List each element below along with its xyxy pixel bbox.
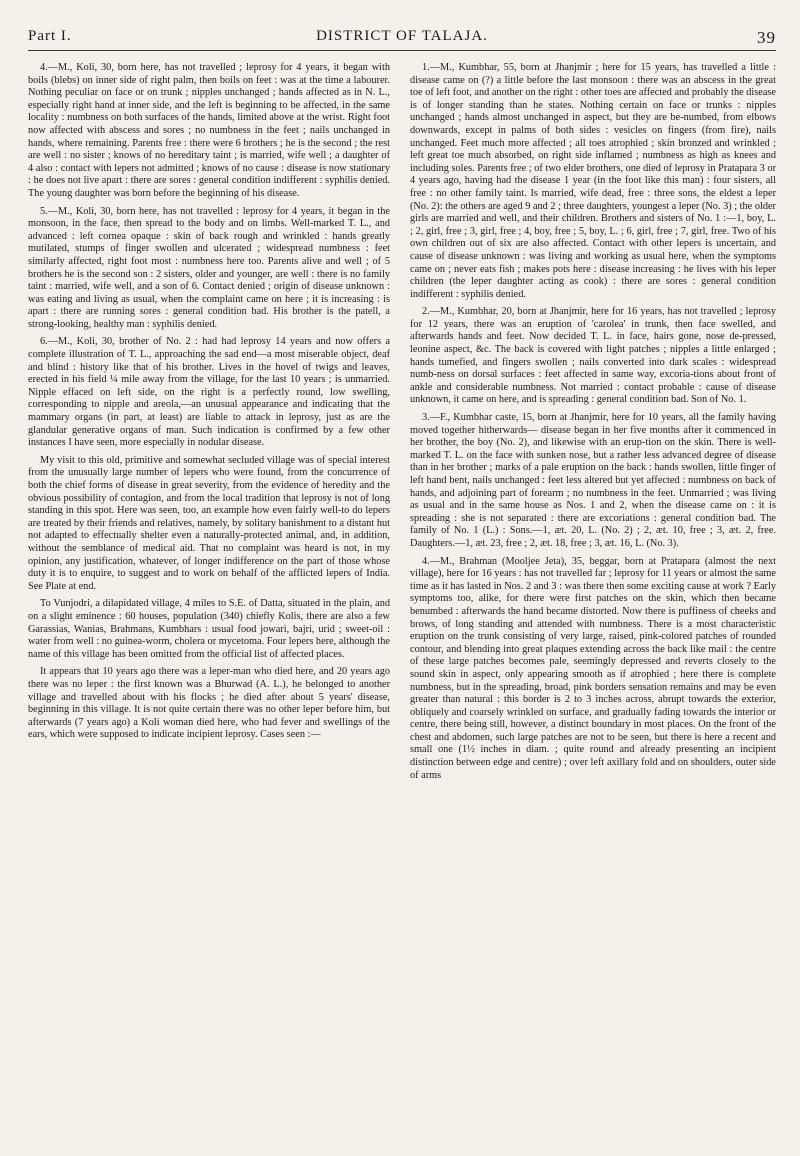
paragraph-case-5: 5.—M., Koli, 30, born here, has not travelled : leprosy for 4 years, it began in the monsoon, in the face, then spread to the body and on limbs. Well-marked T. L., and advanced : left cornea opaque : skin of back rough and wrinkled : hands greatly mutilated, stumps of finger swollen and ulcerated ; widespread numbness : feet similarly affected, right foot most : numbness here too. Parents alive and well ; of 5 brothers he is the second son : 2 sisters, older and younger, are well : there is no family taint : married, wife well, and a son of 6. Contact denied ; origin of disease unknown : was eating and living as usual, when the complaint came on here ; it is increasing : is apart : there are running sores : general condition bad. His brother is the patell, a strong-looking, healthy man : syphilis denied. [28, 205, 390, 330]
right-column [410, 62, 776, 1142]
paragraph-case-2: 2.—M., Kumbhar, 20, born at Jhanjmir, here for 16 years, has not travelled ; leprosy for 12 years, there was an eruption of 'carolea' in trunk, then face swelled, and afterwards hands and feet. Now decided T. L. in face, hairs gone, nose de-pressed, leonine aspect, &c. The back is covered with light patches ; nipples a little enlarged ; hands tumefied, and fingers swollen ; nails converted into dark scales : widespread numb-ness on dorsal surfaces : feet affected in same way, excoria-tions about front of ankle and considerable numbness. Not married : contact probable : cause of disease unknown, it came on here, and is spreading : general condition bad. Son of No. 1. [410, 306, 776, 406]
left-column [28, 62, 390, 1142]
page-number: 39 [757, 28, 776, 47]
header-rule [28, 50, 776, 51]
paragraph-case-4: 4.—M., Koli, 30, born here, has not travelled ; leprosy for 4 years, it began with boils (blebs) on inner side of right palm, then boils on feet : was at the time a labourer. Nothing peculiar on face or on trunk ; nipples unchanged ; hands affected as in N. L., especially right hand at inner side, and the left is beginning to be affected, in the same locality : numbness on both surfaces of the hands, limited above at the wrist. Right foot now affected with abscess and sores ; no numbness in the feet ; nails unchanged in hands, where remaining. Parents free : there were 6 brothers ; he is the second ; the rest are well : no sister ; knows of no hereditary taint ; is married, wife well ; a daughter of 4 also : contact with lepers not admitted ; knows of no cause : disease is now stationary : he does not live apart : there are sores : general condition indifferent : syphilis denied. The young daughter was born before the beginning of his disease. [28, 62, 390, 199]
paragraph-vunjodri: To Vunjodri, a dilapidated village, 4 miles to S.E. of Datta, situated in the plain, and on a slight eminence : 60 houses, population (340) chiefly Kolis, there are also a few Garassias, Wanias, Brahmans, Kumbhars : usual food jowari, bajri, urid ; sweet-oil : water from well : no guinea-worm, cholera or mycetoma. Four lepers here, although the name of this village has been omitted from the official list of affected places. [28, 598, 390, 660]
paragraph-case-1: 1.—M., Kumbhar, 55, born at Jhanjmir ; here for 15 years, has travelled a little : disease came on (?) a little before the last monsoon : there was an abscess in the great toe of left foot, and another on the right : other toes are affected and probably the disease is of longer standing than he states. Nothing certain on face or trunks : nipples unchanged ; hands almost unchanged in aspect, but they are be-numbed, from elbows downwards, except in palms of both sides : vesicles on fingers (from fire), nails unchanged. Feet much more affected ; all toes atrophied ; skin bronzed and wrinkled ; left great toe much absorbed, on right side inflamed ; numbness as high as knees and including soles. Parents free ; of two elder brothers, one died of leprosy in Pratapara 3 or 4 years ago, having had the disease 1 year (in the foot like this man) : four sisters, all free : no other family taint. Is married, wife dead, free : three sons, the eldest a leper (No. 2): the others are aged 9 and 2 ; three daughters, youngest a leper (No. 3) ; the older girls are married and well, and their children. Brothers and sisters of No. 1 :—1, boy, L. ; 2, girl, free ; 3, girl, free ; 4, boy, free ; 5, boy, L. ; 6, girl, free ; 7, girl, free. Two of his own children out of six are also affected. Contact with other lepers is uncertain, and cause of disease unknown : was living and working as usual here, when the symptoms came on ; never eats fish ; makes pots here : disease increasing : he lives with his leper children (the leper daughter acting as cook) : there are sores : general condition indifferent : syphilis denied. [410, 62, 776, 300]
paragraph-case-4-brahman: 4.—M., Brahman (Mooljee Jeta), 35, beggar, born at Pratapara (almost the next village), here for 16 years : has not travelled far ; leprosy for 11 years or almost the same time as it has lasted in Nos. 2 and 3 : was there then some exciting cause at work ? Early symptoms too, alike, for there were first patches on the skin, which then became benumbed : afterwards the hand became distorted. Now there is puffiness of cheeks and brows, of long standing and attended with numbness. There is a most characteristic eruption on the trunk consisting of very large, raised, pink-colored patches of rounded contour, and blending into great plaques extending across the back like mail : the centre of these large patches becomes pale, seemingly depressed and reverts closely to the sound skin in aspect, only appearing smooth as if atrophied ; here there is complete numbness, but in the spreading, broad, pink borders sensation remains and may be even greater than natural : this border is 2 to 3 inches across, abrupt towards the exterior, obliquely and coarsely wrinkled on surface, and gradually fading towards the interior or centre, there being still, however, a distinct boundary in most places. On the front of the chest and abdomen, such large patches are not to be seen, but there is here a recent and small one (1½ inches in diam. ; quite round and already presenting an incipient distinction between edge and centre) ; over left axillary fold and on shoulders, outer side of arms [410, 555, 776, 781]
page-title: DISTRICT OF TALAJA. [316, 28, 488, 44]
paragraph-history: It appears that 10 years ago there was a leper-man who died here, and 20 years ago there was no leper : the first known was a Bhurwad (A. L.), he belonged to another village and travelled about with his flocks ; he died after about 5 years' disease, beginning in this village. It is not quite certain there was no other leper before him, but afterwards (7 years ago) a Koli woman died here, who had fever and swellings of the ears, which were supposed to indicate incipient leprosy. Cases seen :— [28, 666, 390, 741]
paragraph-visit-notes: My visit to this old, primitive and somewhat secluded village was of special interest from the unusually large number of lepers who were found, from the concurrence of both the chief forms of disease in great severity, from the evidence of heredity and the obvious possibility of contagion, and from the local tradition that leprosy is not of long standing in this spot. Here was seen, too, an example how even fairly well-to do lepers are treated by their friends and relatives, namely, by solitary banishment to a distant hut not adapted to effectually shelter even a naturally-protected animal, and, in addition, without the semblance of medical aid. That no complaint was heard is not, in my opinion, any justification, whatever, of longer indifference on the part of those whose duty it is to enquire, to suggest and to work on behalf of the afflicted lepers of India. See Plate at end. [28, 454, 390, 592]
page-header [28, 28, 776, 50]
paragraph-case-3: 3.—F., Kumbhar caste, 15, born at Jhanjmir, here for 10 years, all the family having moved together hitherwards— disease began in her five months after it commenced in her brother, the boy (No. 2), and likewise with an erup-tion on the skin. There is well-marked T. L. on the face with sunken nose, but a rather less advanced degree of disease than in her brother ; marks of a pale eruption on the back : hands swollen, little finger of left hand bent, nails unchanged : feet less altered but yet affected : numbness on back of hands, and adjoining part of forearm ; no numbness in the feet. Unmarried ; was living as usual and in the same house as Nos. 1 and 2, when the disease came on : it is spreading : she is not separated : there are excoriations : general condition bad. The family of No. 1 (L.) : Sons.—1, æt. 20, L. (No. 2) ; 2, æt. 10, free ; 3, æt. 2, free. Daughters.—1, æt. 23, free ; 2, æt. 18, free ; 3, æt. 16, L. (No. 3). [410, 412, 776, 549]
part-label: Part I. [28, 28, 72, 44]
paragraph-case-6: 6.—M., Koli, 30, brother of No. 2 : had had leprosy 14 years and now offers a complete illustration of T. L., approaching the sad end—a most miserable object, deaf and blind : history like that of his brother. Lives in the hovel of twigs and leaves, erected in his field ¼ mile away from the village, for the last 10 years ; is unmarried. Nipple effaced on left side, on the right is a perfectly round, low swelling, corresponding to nipple and areola,—an unusual appearance and indicating that the mammary organs (in part, at least) are liable to attack in leprosy, just as are the glandular generative organs of man. Such indication is confirmed by a few other instances I have seen, more especially in nodular disease. [28, 336, 390, 449]
